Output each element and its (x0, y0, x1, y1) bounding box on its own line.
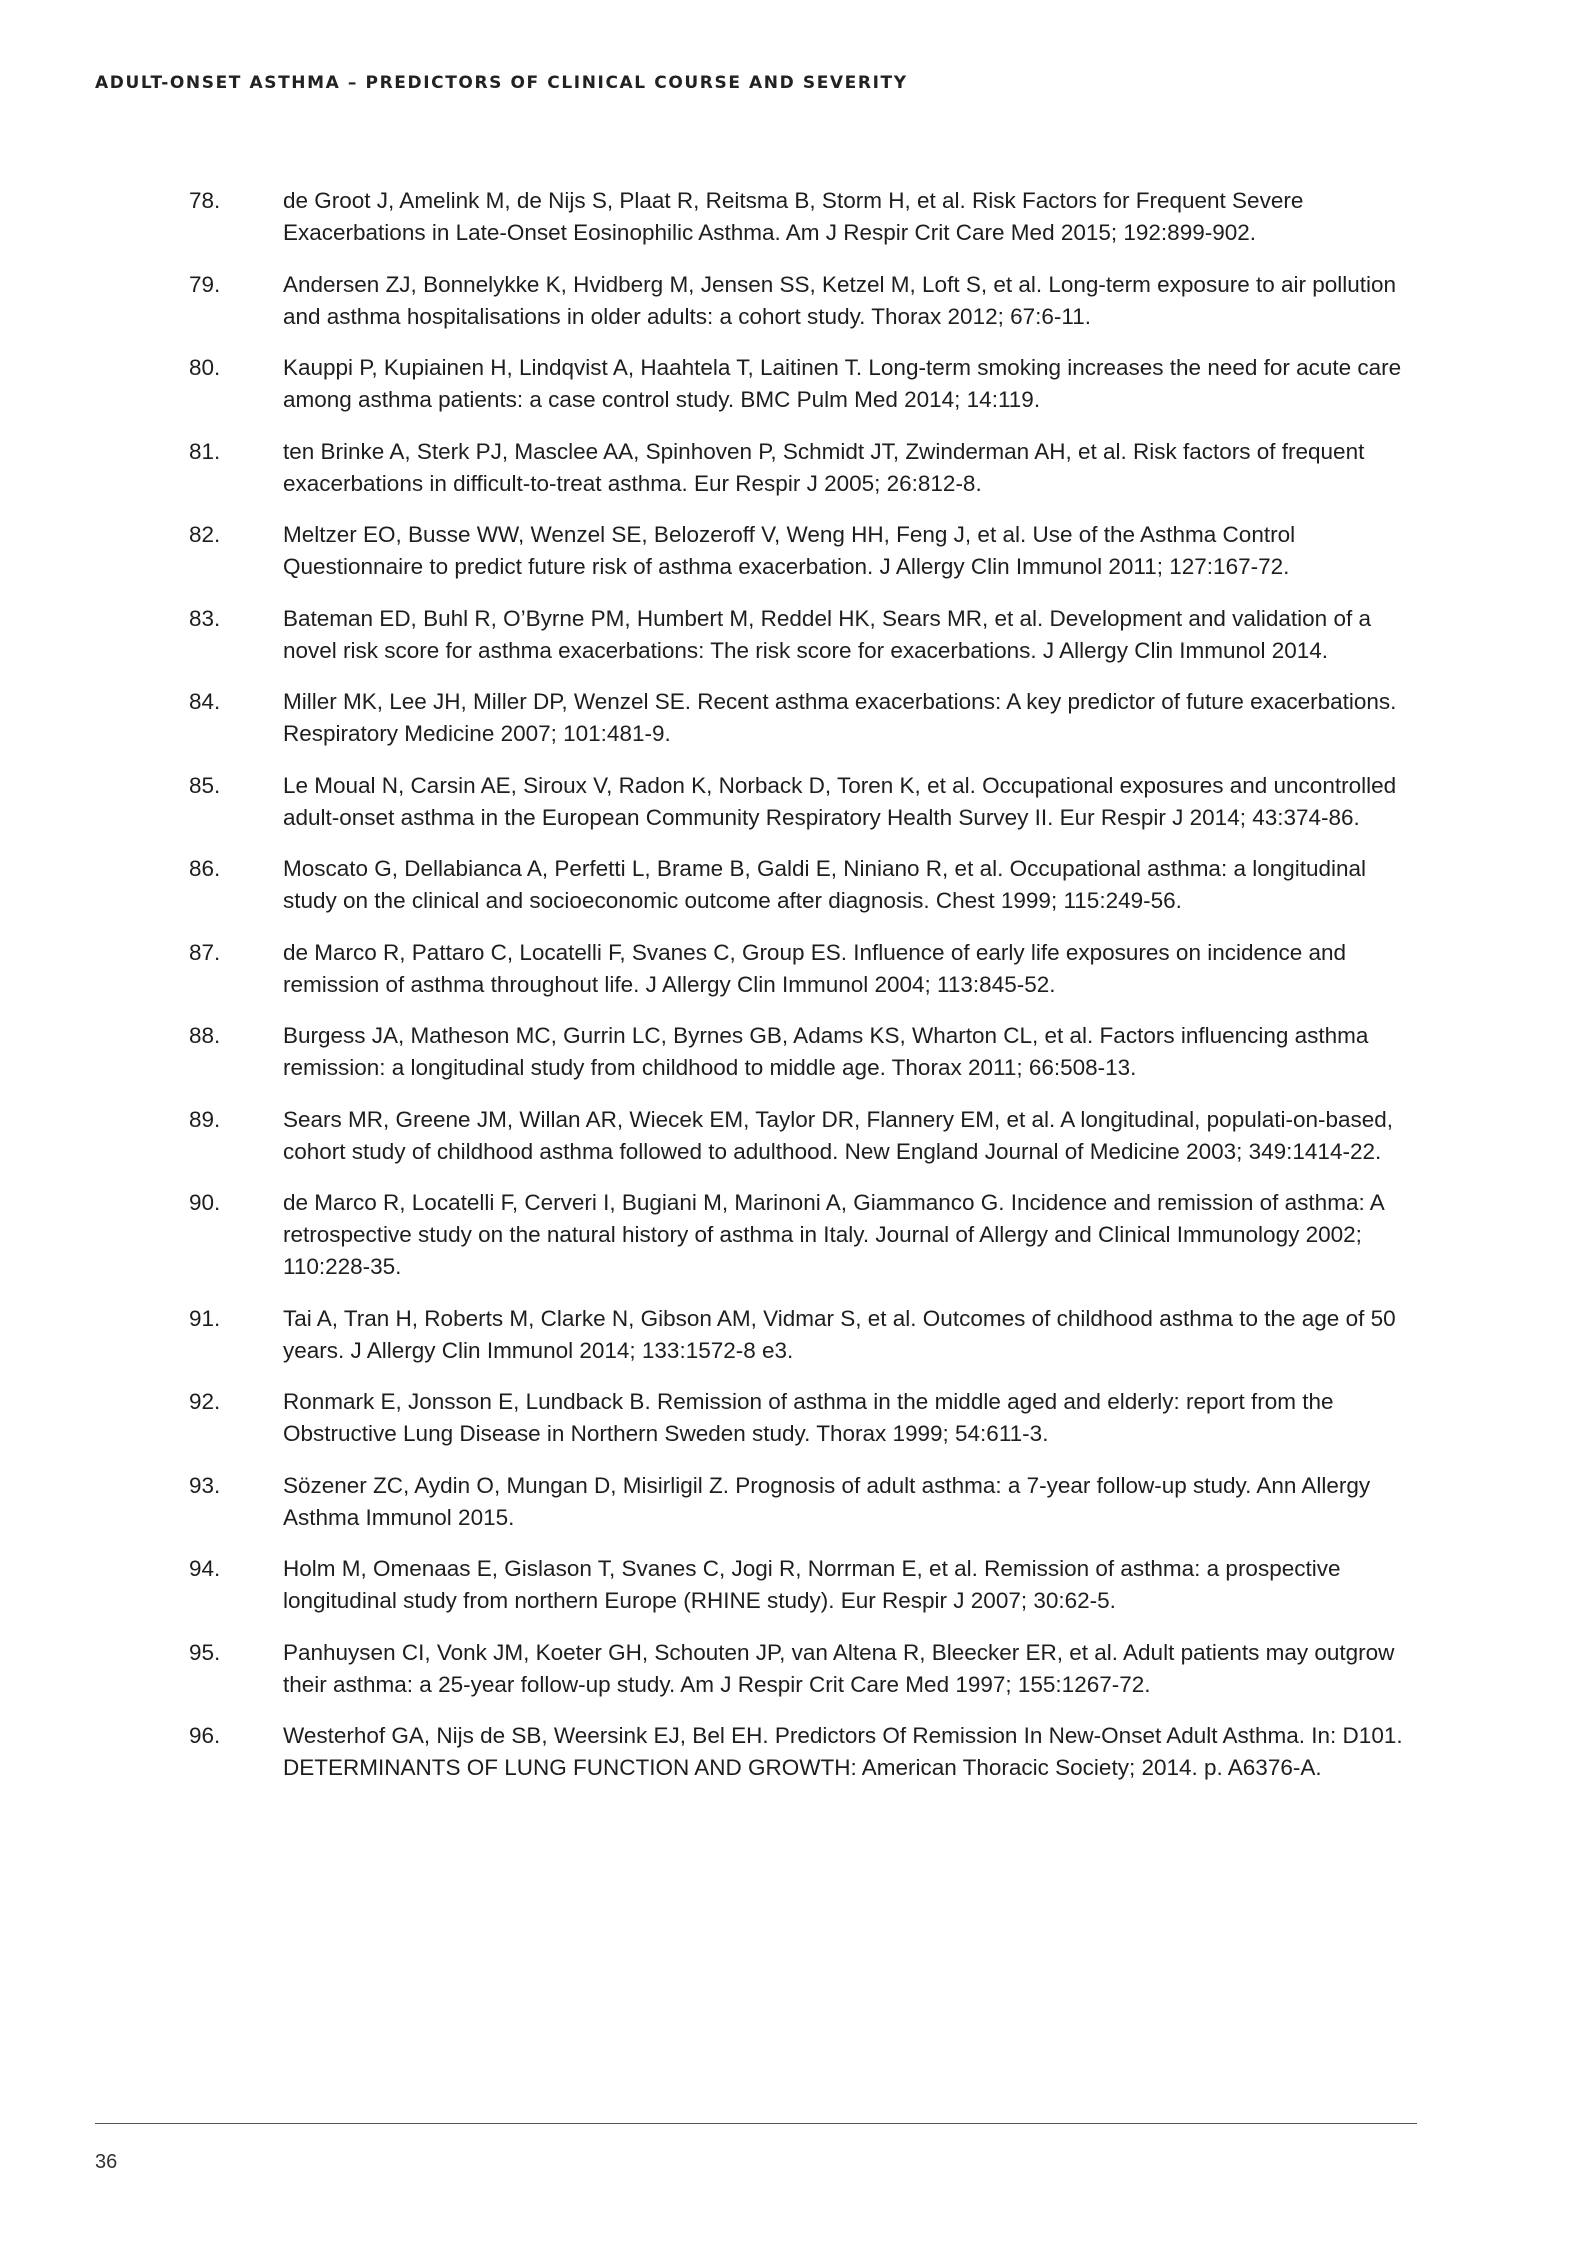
reference-text: Meltzer EO, Busse WW, Wenzel SE, Belozeroff V, Weng HH, Feng J, et al. Use of the Asthma Control Questionnaire to predict future risk of asthma exacerbation. J Allergy Clin Immunol 2011; 127:167-72. (283, 522, 1296, 579)
reference-number: 94. (189, 1556, 221, 1581)
reference-item (189, 603, 1429, 667)
reference-list (189, 185, 1429, 1804)
reference-item (189, 1553, 1429, 1617)
reference-item (189, 436, 1429, 500)
reference-text: Andersen ZJ, Bonnelykke K, Hvidberg M, Jensen SS, Ketzel M, Loft S, et al. Long-term exposure to air pollution and asthma hospitalisations in older adults: a cohort study. Thorax 2012; 67:6-11. (283, 271, 1397, 329)
reference-text: Miller MK, Lee JH, Miller DP, Wenzel SE. Recent asthma exacerbations: A key predictor of future exacerbations. Respiratory Medicine 2007; 101:481-9. (283, 689, 1397, 746)
reference-text: Sears MR, Greene JM, Willan AR, Wiecek EM, Taylor DR, Flannery EM, et al. A longitudinal, populati-on-based, cohort study of childhood asthma followed to adulthood. New England Journal of Medicine 2003; 349:1414-22. (283, 1106, 1394, 1164)
reference-number: 83. (189, 605, 221, 631)
reference-number: 85. (189, 772, 221, 798)
reference-text: Le Moual N, Carsin AE, Siroux V, Radon K, Norback D, Toren K, et al. Occupational exposures and uncontrolled adult-onset asthma in the European Community Respiratory Health Survey II. Eur Respir J 2014; 43:374-86. (283, 772, 1397, 830)
reference-item (189, 1637, 1429, 1701)
reference-text: Holm M, Omenaas E, Gislason T, Svanes C, Jogi R, Norrman E, et al. Remission of asthma: a prospective longitudinal study from northern Europe (RHINE study). Eur Respir J 2007; 30:62-5. (283, 1556, 1341, 1613)
reference-text: Burgess JA, Matheson MC, Gurrin LC, Byrnes GB, Adams KS, Wharton CL, et al. Factors influencing asthma remission: a longitudinal study from childhood to middle age. Thorax 2011; 66:508-13. (283, 1023, 1369, 1080)
reference-number: 86. (189, 856, 221, 881)
reference-item (189, 686, 1429, 750)
reference-number: 89. (189, 1106, 221, 1132)
reference-text: de Marco R, Locatelli F, Cerveri I, Bugiani M, Marinoni A, Giammanco G. Incidence and remission of asthma: A retrospective study on the natural history of asthma in Italy. Journal of Allergy and Clinical Immunology 2002; 110:228-35. (283, 1190, 1384, 1279)
running-header: ADULT-ONSET ASTHMA – PREDICTORS OF CLINICAL COURSE AND SEVERITY (95, 73, 908, 93)
reference-text: Panhuysen CI, Vonk JM, Koeter GH, Schouten JP, van Altena R, Bleecker ER, et al. Adult patients may outgrow their asthma: a 25-year follow-up study. Am J Respir Crit Care Med 1997; 155:1267-72. (283, 1639, 1395, 1697)
reference-number: 82. (189, 522, 221, 547)
footer-divider (95, 2123, 1417, 2124)
reference-item (189, 1470, 1429, 1534)
reference-item (189, 269, 1429, 333)
reference-text: de Marco R, Pattaro C, Locatelli F, Svanes C, Group ES. Influence of early life exposures on incidence and remission of asthma throughout life. J Allergy Clin Immunol 2004; 113:845-52. (283, 939, 1347, 997)
reference-number: 80. (189, 355, 221, 380)
reference-item (189, 352, 1429, 416)
reference-item (189, 937, 1429, 1001)
reference-text: Moscato G, Dellabianca A, Perfetti L, Brame B, Galdi E, Niniano R, et al. Occupational asthma: a longitudinal study on the clinical and socioeconomic outcome after diagnosis. Chest 1999; 115:249-56. (283, 856, 1367, 913)
reference-text: Tai A, Tran H, Roberts M, Clarke N, Gibson AM, Vidmar S, et al. Outcomes of childhood asthma to the age of 50 years. J Allergy Clin Immunol 2014; 133:1572-8 e3. (283, 1305, 1396, 1363)
reference-text: Ronmark E, Jonsson E, Lundback B. Remission of asthma in the middle aged and elderly: report from the Obstructive Lung Disease in Northern Sweden study. Thorax 1999; 54:611-3. (283, 1389, 1334, 1446)
reference-item (189, 770, 1429, 834)
reference-number: 96. (189, 1723, 221, 1748)
reference-text: Westerhof GA, Nijs de SB, Weersink EJ, Bel EH. Predictors Of Remission In New-Onset Adult Asthma. In: D101. DETERMINANTS OF LUNG FUNCTION AND GROWTH: American Thoracic Society; 2014. p. A6376-A. (283, 1723, 1403, 1780)
reference-item (189, 1386, 1429, 1450)
reference-item (189, 1187, 1429, 1283)
reference-item (189, 185, 1429, 249)
reference-text: Kauppi P, Kupiainen H, Lindqvist A, Haahtela T, Laitinen T. Long-term smoking increases the need for acute care among asthma patients: a case control study. BMC Pulm Med 2014; 14:119. (283, 355, 1402, 412)
reference-number: 79. (189, 271, 221, 297)
reference-number: 93. (189, 1472, 221, 1498)
reference-number: 90. (189, 1190, 221, 1215)
reference-item (189, 1303, 1429, 1367)
reference-number: 95. (189, 1639, 221, 1665)
page-number: 36 (95, 2151, 118, 2173)
reference-number: 87. (189, 939, 221, 965)
reference-text: Sözener ZC, Aydin O, Mungan D, Misirligil Z. Prognosis of adult asthma: a 7-year follow-up study. Ann Allergy Asthma Immunol 2015. (283, 1472, 1371, 1530)
reference-item (189, 1720, 1429, 1784)
reference-item (189, 1020, 1429, 1084)
reference-number: 81. (189, 438, 221, 464)
reference-text: Bateman ED, Buhl R, O’Byrne PM, Humbert M, Reddel HK, Sears MR, et al. Development and validation of a novel risk score for asthma exacerbations: The risk score for exacerbations. J Allergy Clin Immunol 2014. (283, 605, 1371, 663)
reference-text: ten Brinke A, Sterk PJ, Masclee AA, Spinhoven P, Schmidt JT, Zwinderman AH, et al. Risk factors of frequent exacerbations in difficult-to-treat asthma. Eur Respir J 2005; 26:812-8. (283, 438, 1365, 496)
reference-number: 92. (189, 1389, 221, 1414)
reference-item (189, 1104, 1429, 1168)
reference-text: de Groot J, Amelink M, de Nijs S, Plaat R, Reitsma B, Storm H, et al. Risk Factors for Frequent Severe Exacerbations in Late-Onset Eosinophilic Asthma. Am J Respir Crit Care Med 2015; 192:899-902. (283, 188, 1304, 245)
reference-number: 91. (189, 1305, 221, 1331)
reference-number: 84. (189, 689, 221, 714)
reference-item (189, 519, 1429, 583)
reference-number: 88. (189, 1023, 221, 1048)
reference-item (189, 853, 1429, 917)
reference-number: 78. (189, 188, 221, 213)
